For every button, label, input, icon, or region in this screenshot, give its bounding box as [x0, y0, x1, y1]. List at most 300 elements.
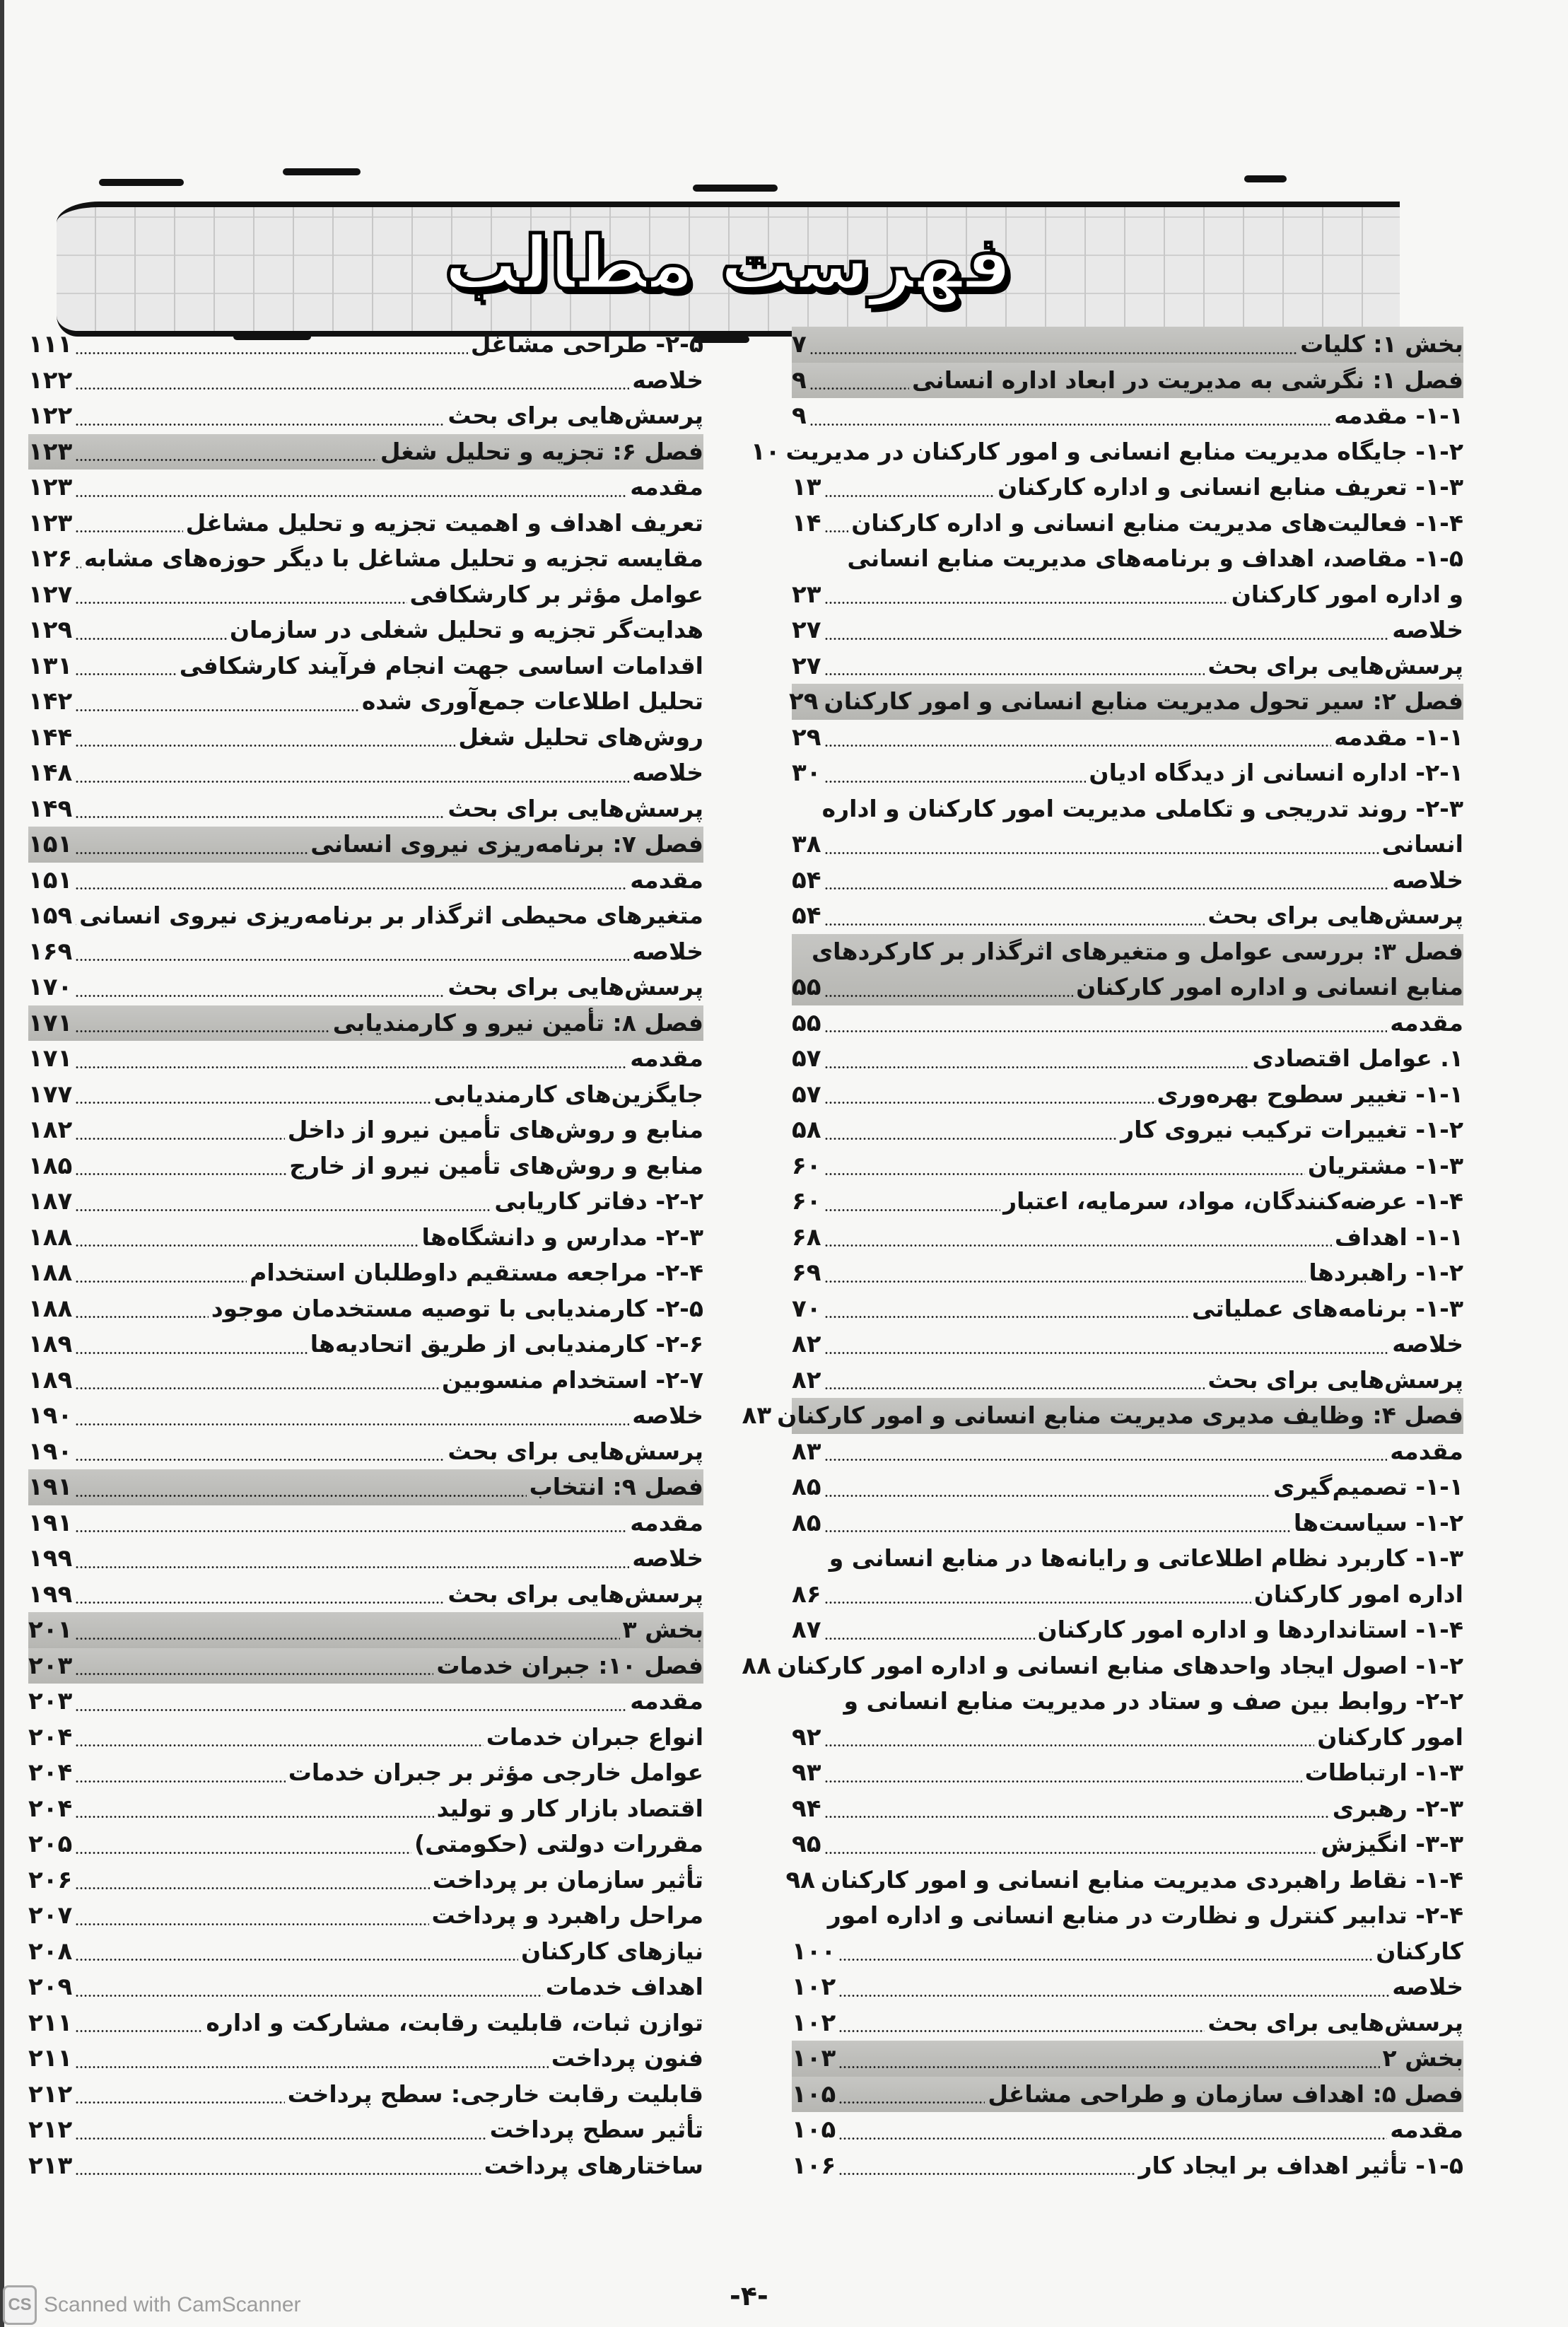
toc-entry[interactable] — [28, 1291, 703, 1327]
toc-page-number: ۷۰ — [792, 1294, 821, 1323]
toc-page-number: ۵۵ — [792, 1008, 821, 1037]
toc-entry[interactable] — [792, 1541, 1463, 1612]
toc-entry-title: ۱-۲- سیاست‌ها — [1293, 1508, 1463, 1536]
dot-leader — [824, 1220, 1332, 1256]
toc-page-number: ۲۰۷ — [28, 1901, 73, 1930]
toc-entry[interactable] — [28, 648, 703, 684]
dot-leader — [824, 1755, 1302, 1791]
dot-leader — [824, 1434, 1388, 1470]
toc-entry-title: بخش ۲ — [1382, 2044, 1463, 2072]
toc-page-number: ۹۴ — [792, 1794, 821, 1823]
toc-page-number: ۱۲۲ — [28, 366, 73, 395]
toc-page-number: ۱۰۵ — [792, 2080, 836, 2109]
dot-leader — [75, 612, 227, 648]
dot-leader — [75, 1005, 329, 1042]
toc-entry[interactable] — [28, 1755, 703, 1791]
dot-leader — [824, 720, 1332, 756]
toc-page-number: ۶۸ — [792, 1223, 821, 1252]
toc-entry[interactable] — [792, 755, 1463, 791]
toc-entry[interactable] — [792, 1612, 1463, 1648]
dot-leader — [75, 1077, 431, 1113]
toc-entry[interactable] — [28, 506, 703, 542]
toc-page-number: ۱۸۵ — [28, 1151, 73, 1180]
toc-entry-title: ۱-۵- تأثیر اهداف بر ایجاد کار — [1138, 2151, 1463, 2179]
toc-page-number: ۱۲۹ — [28, 616, 73, 644]
toc-entry[interactable] — [792, 648, 1463, 684]
toc-entry[interactable] — [785, 1862, 1463, 1899]
dot-leader — [75, 1220, 419, 1256]
toc-page-number: ۱۹۰ — [28, 1401, 73, 1430]
toc-entry-title: ۱-۴- عرضه‌کنندگان، مواد، سرمایه، اعتبار — [1003, 1187, 1463, 1215]
dot-leader — [75, 1398, 629, 1434]
toc-entry[interactable] — [28, 2077, 703, 2113]
toc-entry-title: تعریف اهداف و اهمیت تجزیه و تحلیل مشاغل — [185, 508, 703, 537]
toc-entry[interactable] — [28, 791, 703, 827]
toc-page-number: ۱۴۴ — [28, 723, 73, 752]
toc-entry[interactable] — [28, 1398, 703, 1434]
dot-leader — [75, 1541, 629, 1577]
toc-entry-title: قابلیت رقابت خارجی: سطح پرداخت — [287, 2080, 703, 2108]
toc-entry-title: ۲-۳- مدارس و دانشگاه‌ها — [421, 1223, 703, 1251]
dot-leader — [824, 648, 1205, 684]
toc-page-number: ۱۲۳ — [28, 437, 73, 466]
toc-entry-title: فصل ۹: انتخاب — [529, 1473, 703, 1500]
dot-leader — [824, 1005, 1388, 1042]
dot-leader — [75, 720, 455, 756]
toc-page-number: ۱۰ — [750, 437, 780, 466]
dot-leader — [75, 755, 629, 791]
toc-page-number: ۱۵۱ — [28, 830, 73, 858]
toc-page-number: ۱۸۹ — [28, 1365, 73, 1394]
toc-entry[interactable] — [28, 1969, 703, 2005]
dot-leader — [75, 2112, 486, 2148]
toc-entry[interactable] — [28, 398, 703, 434]
toc-entry[interactable] — [28, 863, 703, 899]
toc-entry-title: منابع و روش‌های تأمین نیرو از خارج — [289, 1151, 703, 1179]
dot-leader — [824, 1577, 1251, 1613]
toc-heading[interactable] — [28, 1005, 703, 1042]
toc-page-number: ۲۱۱ — [28, 2044, 73, 2072]
toc-page-number: ۱۷۷ — [28, 1080, 73, 1109]
toc-page-number: ۲۰۵ — [28, 1830, 73, 1858]
toc-entry-title: فصل ۴: وظایف مدیری مدیریت منابع انسانی و امور کارکنان — [777, 1401, 1463, 1429]
toc-entry[interactable] — [28, 1934, 703, 1970]
toc-entry[interactable] — [28, 934, 703, 970]
toc-entry-title: عوامل خارجی مؤثر بر جبران خدمات — [288, 1759, 703, 1786]
dot-leader — [75, 1684, 627, 1720]
toc-page-number: ۲۰۸ — [28, 1937, 73, 1966]
toc-entry-title: تأثیر سطح پرداخت — [489, 2116, 703, 2143]
toc-page-number: ۲۹ — [792, 723, 821, 752]
toc-entry-title: ۲-۵- طراحی مشاغل — [470, 330, 703, 358]
toc-page-number: ۸۵ — [792, 1508, 821, 1537]
toc-entry-title: ۲-۲- دفاتر کاریابی — [494, 1187, 703, 1215]
dot-leader — [75, 1434, 445, 1470]
toc-page-number: ۱۹۰ — [28, 1437, 73, 1466]
toc-entry[interactable] — [792, 1112, 1463, 1148]
toc-entry-title: فصل ۶: تجزیه و تحلیل شغل — [380, 437, 703, 465]
decorative-dash — [1244, 175, 1287, 182]
toc-entry-title: خلاصه — [1392, 1330, 1463, 1358]
dot-leader — [75, 1505, 627, 1541]
toc-page-number: ۲۱۱ — [28, 2008, 73, 2037]
toc-entry[interactable] — [28, 1184, 703, 1220]
toc-entry[interactable] — [792, 1005, 1463, 1042]
toc-entry[interactable] — [792, 1898, 1463, 1969]
toc-entry-title: ۱-۱- اهداف — [1334, 1223, 1463, 1251]
toc-heading[interactable] — [792, 2041, 1463, 2077]
toc-page-number: ۲۰۴ — [28, 1759, 73, 1787]
toc-entry-title: ۳-۳- انگیزش — [1321, 1830, 1463, 1857]
toc-page-number: ۱۲۳ — [28, 473, 73, 501]
toc-entry[interactable] — [792, 1148, 1463, 1184]
toc-page-number: ۹۲ — [792, 1722, 821, 1751]
toc-entry-title: مقدمه — [1390, 1008, 1463, 1037]
toc-entry[interactable] — [792, 506, 1463, 542]
toc-entry-title: ۱-۱- مقدمه — [1334, 723, 1463, 751]
toc-heading[interactable] — [792, 363, 1463, 399]
dot-leader — [838, 2148, 1135, 2184]
toc-page-number: ۸۲ — [792, 1365, 821, 1394]
toc-page-number: ۲۱۳ — [28, 2151, 73, 2180]
toc-entry-title: مقدمه — [1390, 1437, 1463, 1465]
toc-entry[interactable] — [28, 1112, 703, 1148]
dot-leader — [75, 1184, 491, 1220]
dot-leader — [824, 506, 849, 542]
toc-entry-title: مقدمه — [1390, 2116, 1463, 2143]
toc-page-number: ۸۳ — [792, 1437, 821, 1466]
dot-leader — [824, 1291, 1189, 1327]
dot-leader — [75, 1648, 433, 1684]
toc-page-number: ۳۸ — [792, 830, 821, 858]
toc-entry-continuation: انسانی — [1381, 830, 1463, 858]
toc-page-number: ۵۷ — [792, 1080, 821, 1109]
toc-page-number: ۸۷ — [792, 1616, 821, 1644]
toc-entry[interactable] — [28, 2112, 703, 2148]
toc-entry-title: ۱-۲- تغییرات ترکیب نیروی کار — [1121, 1116, 1463, 1143]
toc-entry[interactable] — [28, 1577, 703, 1613]
toc-page-number: ۲۰۴ — [28, 1722, 73, 1751]
dot-leader — [75, 684, 359, 720]
toc-entry[interactable] — [28, 1541, 703, 1577]
dot-leader — [824, 470, 995, 506]
toc-page-number: ۱۰۵ — [792, 2116, 836, 2144]
toc-page-number: ۹۸ — [785, 1865, 816, 1894]
dot-leader — [824, 1112, 1118, 1148]
toc-entry[interactable] — [792, 398, 1463, 434]
toc-entry[interactable] — [28, 1826, 703, 1862]
toc-entry-title: فصل ۲: سیر تحول مدیریت منابع انسانی و امور کارکنان — [824, 687, 1463, 715]
toc-entry[interactable] — [792, 1791, 1463, 1827]
toc-entry[interactable] — [792, 1220, 1463, 1256]
toc-entry[interactable] — [28, 1041, 703, 1077]
toc-entry-title: خلاصه — [1392, 616, 1463, 643]
toc-entry-continuation: امور کارکنان — [1317, 1722, 1463, 1751]
toc-entry-title: ۲-۴- تدابیر کنترل و نظارت در منابع انسانی و اداره امور — [827, 1901, 1463, 1929]
dot-leader — [75, 327, 468, 363]
dot-leader — [809, 327, 1297, 363]
toc-entry[interactable] — [28, 755, 703, 791]
toc-entry-title: فصل ۵: اهداف سازمان و طراحی مشاغل — [988, 2080, 1463, 2108]
toc-entry[interactable] — [28, 541, 703, 577]
toc-entry[interactable] — [28, 363, 703, 399]
toc-page-number: ۱۰۰ — [792, 1937, 836, 1966]
toc-entry[interactable] — [792, 541, 1463, 612]
dot-leader — [838, 2077, 985, 2113]
toc-page-number: ۸۳ — [742, 1401, 772, 1430]
toc-entry[interactable] — [28, 1505, 703, 1541]
toc-entry[interactable] — [792, 863, 1463, 899]
toc-page-number: ۲۱۲ — [28, 2080, 73, 2109]
toc-entry-title: اهداف خدمات — [545, 1973, 703, 2000]
toc-entry-title: فنون پرداخت — [551, 2044, 703, 2072]
dot-leader — [75, 1255, 247, 1291]
toc-entry[interactable] — [28, 1434, 703, 1470]
toc-entry[interactable] — [28, 898, 703, 934]
toc-entry[interactable] — [792, 1826, 1463, 1862]
dot-leader — [838, 1934, 1373, 1970]
toc-page-number: ۱۵۹ — [28, 902, 73, 930]
toc-page-number: ۸۸ — [742, 1651, 771, 1680]
toc-entry-title: متغیرهای محیطی اثرگذار بر برنامه‌ریزی نیروی انسانی — [79, 902, 703, 929]
dot-leader — [75, 363, 629, 399]
toc-entry[interactable] — [792, 470, 1463, 506]
toc-entry[interactable] — [28, 1326, 703, 1363]
toc-entry-title: انواع جبران خدمات — [486, 1722, 703, 1751]
toc-entry[interactable] — [792, 1326, 1463, 1363]
toc-page-number: ۲۳ — [792, 580, 821, 609]
toc-page-number: ۷ — [792, 330, 807, 358]
toc-entry[interactable] — [28, 470, 703, 506]
toc-page-number: ۹۵ — [792, 1830, 821, 1858]
toc-page-number: ۵۴ — [792, 865, 821, 894]
dot-leader — [838, 2112, 1387, 2148]
dot-leader — [75, 827, 308, 863]
toc-entry-title: ۲-۲- روابط بین صف و ستاد در مدیریت منابع انسانی و — [843, 1687, 1463, 1715]
toc-entry[interactable] — [28, 327, 703, 363]
dot-leader — [75, 1577, 445, 1613]
toc-entry-title: فصل ۷: برنامه‌ریزی نیروی انسانی — [310, 830, 703, 858]
toc-entry[interactable] — [792, 1184, 1463, 1220]
camscanner-logo-icon: CS — [3, 2285, 37, 2325]
toc-heading[interactable] — [789, 684, 1463, 720]
toc-entry[interactable] — [28, 1720, 703, 1756]
decorative-dash — [693, 185, 778, 192]
toc-entry[interactable] — [792, 791, 1463, 863]
toc-heading[interactable] — [792, 327, 1463, 363]
toc-entry[interactable] — [28, 1684, 703, 1720]
toc-entry[interactable] — [28, 1791, 703, 1827]
toc-entry-title: پرسش‌هایی برای بحث — [1207, 2008, 1463, 2036]
toc-page-number: ۲۱۲ — [28, 2116, 73, 2144]
toc-entry-title: منابع و روش‌های تأمین نیرو از داخل — [287, 1116, 703, 1143]
toc-page-number: ۱۹۱ — [28, 1508, 73, 1537]
dot-leader — [838, 1969, 1389, 2005]
toc-entry[interactable] — [28, 720, 703, 756]
dot-leader — [75, 1291, 208, 1327]
toc-entry[interactable] — [28, 969, 703, 1005]
toc-entry[interactable] — [742, 1648, 1463, 1684]
toc-entry-title: پرسش‌هایی برای بحث — [1207, 1365, 1463, 1394]
toc-entry[interactable] — [792, 898, 1463, 934]
dot-leader — [824, 1184, 1001, 1220]
toc-entry[interactable] — [792, 1041, 1463, 1077]
toc-entry[interactable] — [28, 2005, 703, 2041]
toc-page-number: ۱۱۱ — [28, 330, 73, 358]
toc-page-number: ۱۵۱ — [28, 865, 73, 894]
toc-entry[interactable] — [28, 1220, 703, 1256]
toc-entry-continuation: منابع انسانی و اداره امور کارکنان — [1076, 973, 1463, 1001]
toc-left-column — [28, 327, 703, 2183]
toc-entry-title: ۱-۴- نقاط راهبردی مدیریت منابع انسانی و امور کارکنان — [821, 1865, 1463, 1894]
toc-entry-title: مقدمه — [630, 1508, 703, 1536]
dot-leader — [75, 934, 629, 970]
dot-leader — [824, 898, 1205, 934]
dot-leader — [75, 1862, 429, 1899]
toc-entry[interactable] — [28, 1862, 703, 1899]
toc-entry-title: مراحل راهبرد و پرداخت — [431, 1901, 703, 1929]
toc-entry-title: اقتصاد بازار کار و تولید — [436, 1794, 703, 1822]
toc-heading[interactable] — [28, 1469, 703, 1505]
dot-leader — [824, 1077, 1154, 1113]
toc-heading[interactable] — [28, 1648, 703, 1684]
toc-heading[interactable] — [28, 1612, 703, 1648]
toc-entry-title: ۲-۵- کارمندیابی با توصیه مستخدمان موجود — [211, 1294, 703, 1322]
dot-leader — [838, 2041, 1379, 2077]
toc-entry[interactable] — [792, 1434, 1463, 1470]
toc-page-number: ۲۰۳ — [28, 1687, 73, 1715]
toc-heading[interactable] — [792, 934, 1463, 1005]
toc-entry[interactable] — [792, 1255, 1463, 1291]
toc-entry-title: ۱-۳- مشتریان — [1307, 1151, 1463, 1179]
toc-entry-title: پرسش‌هایی برای بحث — [447, 1437, 703, 1465]
toc-page-number: ۱۴۲ — [28, 687, 73, 716]
toc-page-number: ۱۰۲ — [792, 2008, 836, 2037]
toc-entry[interactable] — [750, 434, 1463, 470]
toc-entry-title: خلاصه — [1392, 1973, 1463, 2000]
toc-entry[interactable] — [792, 2005, 1463, 2041]
dot-leader — [824, 1720, 1315, 1756]
dot-leader — [809, 398, 1331, 434]
toc-page-number: ۶۰ — [792, 1187, 821, 1215]
toc-entry-title: ۱-۴- استانداردها و اداره امور کارکنان — [1037, 1616, 1463, 1643]
toc-entry[interactable] — [792, 1291, 1463, 1327]
toc-entry[interactable] — [28, 684, 703, 720]
toc-entry[interactable] — [28, 1077, 703, 1113]
dot-leader — [75, 1148, 286, 1184]
toc-heading[interactable] — [28, 827, 703, 863]
toc-entry[interactable] — [792, 1969, 1463, 2005]
toc-heading[interactable] — [792, 2077, 1463, 2113]
toc-page-number: ۵۷ — [792, 1044, 821, 1073]
toc-page-number: ۲۰۳ — [28, 1651, 73, 1680]
toc-entry-title: تأثیر سازمان بر پرداخت — [432, 1865, 703, 1894]
toc-page-number: ۸۶ — [792, 1580, 821, 1609]
toc-entry-title: مقایسه تجزیه و تحلیل مشاغل با دیگر حوزه‌های مشابه — [83, 544, 703, 572]
toc-page-number: ۱۸۲ — [28, 1116, 73, 1144]
dot-leader — [75, 434, 378, 470]
toc-entry-title: روش‌های تحلیل شغل — [458, 723, 703, 751]
toc-entry[interactable] — [28, 577, 703, 613]
toc-entry[interactable] — [28, 612, 703, 648]
toc-entry-title: خلاصه — [632, 1544, 703, 1572]
toc-page-number: ۵۴ — [792, 902, 821, 930]
toc-entry-title: پرسش‌هایی برای بحث — [447, 973, 703, 1001]
toc-entry-title: ۱-۱- تغییر سطوح بهره‌وری — [1157, 1080, 1463, 1108]
toc-entry[interactable] — [792, 1363, 1463, 1399]
toc-entry[interactable] — [28, 1148, 703, 1184]
dot-leader — [75, 898, 76, 934]
toc-entry-title: بخش ۱: کلیات — [1300, 330, 1463, 358]
toc-entry-title: ۲-۴- مراجعه مستقیم داوطلبان استخدام — [250, 1259, 703, 1286]
toc-entry[interactable] — [792, 1469, 1463, 1505]
toc-entry-title: ۱-۴- فعالیت‌های مدیریت منابع انسانی و اداره کارکنان — [851, 508, 1463, 537]
toc-entry[interactable] — [28, 2041, 703, 2077]
toc-page-number: ۱۲۷ — [28, 580, 73, 609]
dot-leader — [824, 1505, 1291, 1541]
toc-entry-title: بخش ۳ — [622, 1616, 703, 1643]
toc-entry-title: اقدامات اساسی جهت انجام فرآیند کارشکافی — [179, 651, 703, 680]
dot-leader — [809, 363, 909, 399]
dot-leader — [75, 470, 627, 506]
toc-entry-title: ۱-۱- مقدمه — [1334, 402, 1463, 429]
toc-page-number: ۲۰۶ — [28, 1865, 73, 1894]
dot-leader — [824, 1612, 1035, 1648]
toc-page-number: ۵۸ — [792, 1116, 821, 1144]
toc-entry[interactable] — [792, 612, 1463, 648]
dot-leader — [824, 755, 1087, 791]
toc-entry[interactable] — [792, 1755, 1463, 1791]
dot-leader — [824, 827, 1379, 863]
dot-leader — [75, 1898, 428, 1934]
toc-entry[interactable] — [792, 720, 1463, 756]
toc-page-number: ۵۵ — [792, 973, 821, 1001]
toc-entry-title: خلاصه — [1392, 865, 1463, 894]
toc-page-number: ۱۸۸ — [28, 1223, 73, 1252]
toc-entry-title: ۲-۳- روند تدریجی و تکاملی مدیریت امور کارکنان و اداره — [821, 794, 1463, 822]
toc-entry[interactable] — [28, 1255, 703, 1291]
toc-page-number: ۱۲۲ — [28, 402, 73, 430]
dot-leader — [75, 1326, 307, 1363]
toc-page-number: ۲۹ — [789, 687, 819, 716]
toc-entry[interactable] — [28, 1898, 703, 1934]
toc-entry[interactable] — [28, 2148, 703, 2184]
dot-leader — [75, 1755, 285, 1791]
toc-entry[interactable] — [28, 1363, 703, 1399]
toc-entry-title: تحلیل اطلاعات جمع‌آوری شده — [361, 687, 703, 715]
toc-entry[interactable] — [792, 2112, 1463, 2148]
toc-page-number: ۱۸۸ — [28, 1294, 73, 1323]
dot-leader — [824, 863, 1390, 899]
toc-entry-title: پرسش‌هایی برای بحث — [1207, 902, 1463, 929]
toc-heading[interactable] — [28, 434, 703, 470]
toc-entry[interactable] — [792, 1684, 1463, 1755]
toc-heading[interactable] — [742, 1398, 1463, 1434]
toc-entry-continuation: و اداره امور کارکنان — [1231, 580, 1463, 608]
toc-entry[interactable] — [792, 2148, 1463, 2184]
toc-entry[interactable] — [792, 1505, 1463, 1541]
toc-page-number: ۲۰۴ — [28, 1794, 73, 1823]
dot-leader — [75, 791, 445, 827]
toc-page-number: ۱۴۹ — [28, 794, 73, 823]
toc-entry-title: ساختارهای پرداخت — [484, 2151, 703, 2179]
toc-entry-title: فصل ۱: نگرشی به مدیریت در ابعاد اداره انسانی — [911, 366, 1463, 394]
toc-page-number: ۱۹۱ — [28, 1473, 73, 1501]
toc-entry-title: ۱-۲- جایگاه مدیریت منابع انسانی و امور کارکنان در مدیریت — [785, 437, 1463, 465]
dot-leader — [824, 1791, 1330, 1827]
dot-leader — [75, 1720, 483, 1756]
toc-entry[interactable] — [792, 1077, 1463, 1113]
